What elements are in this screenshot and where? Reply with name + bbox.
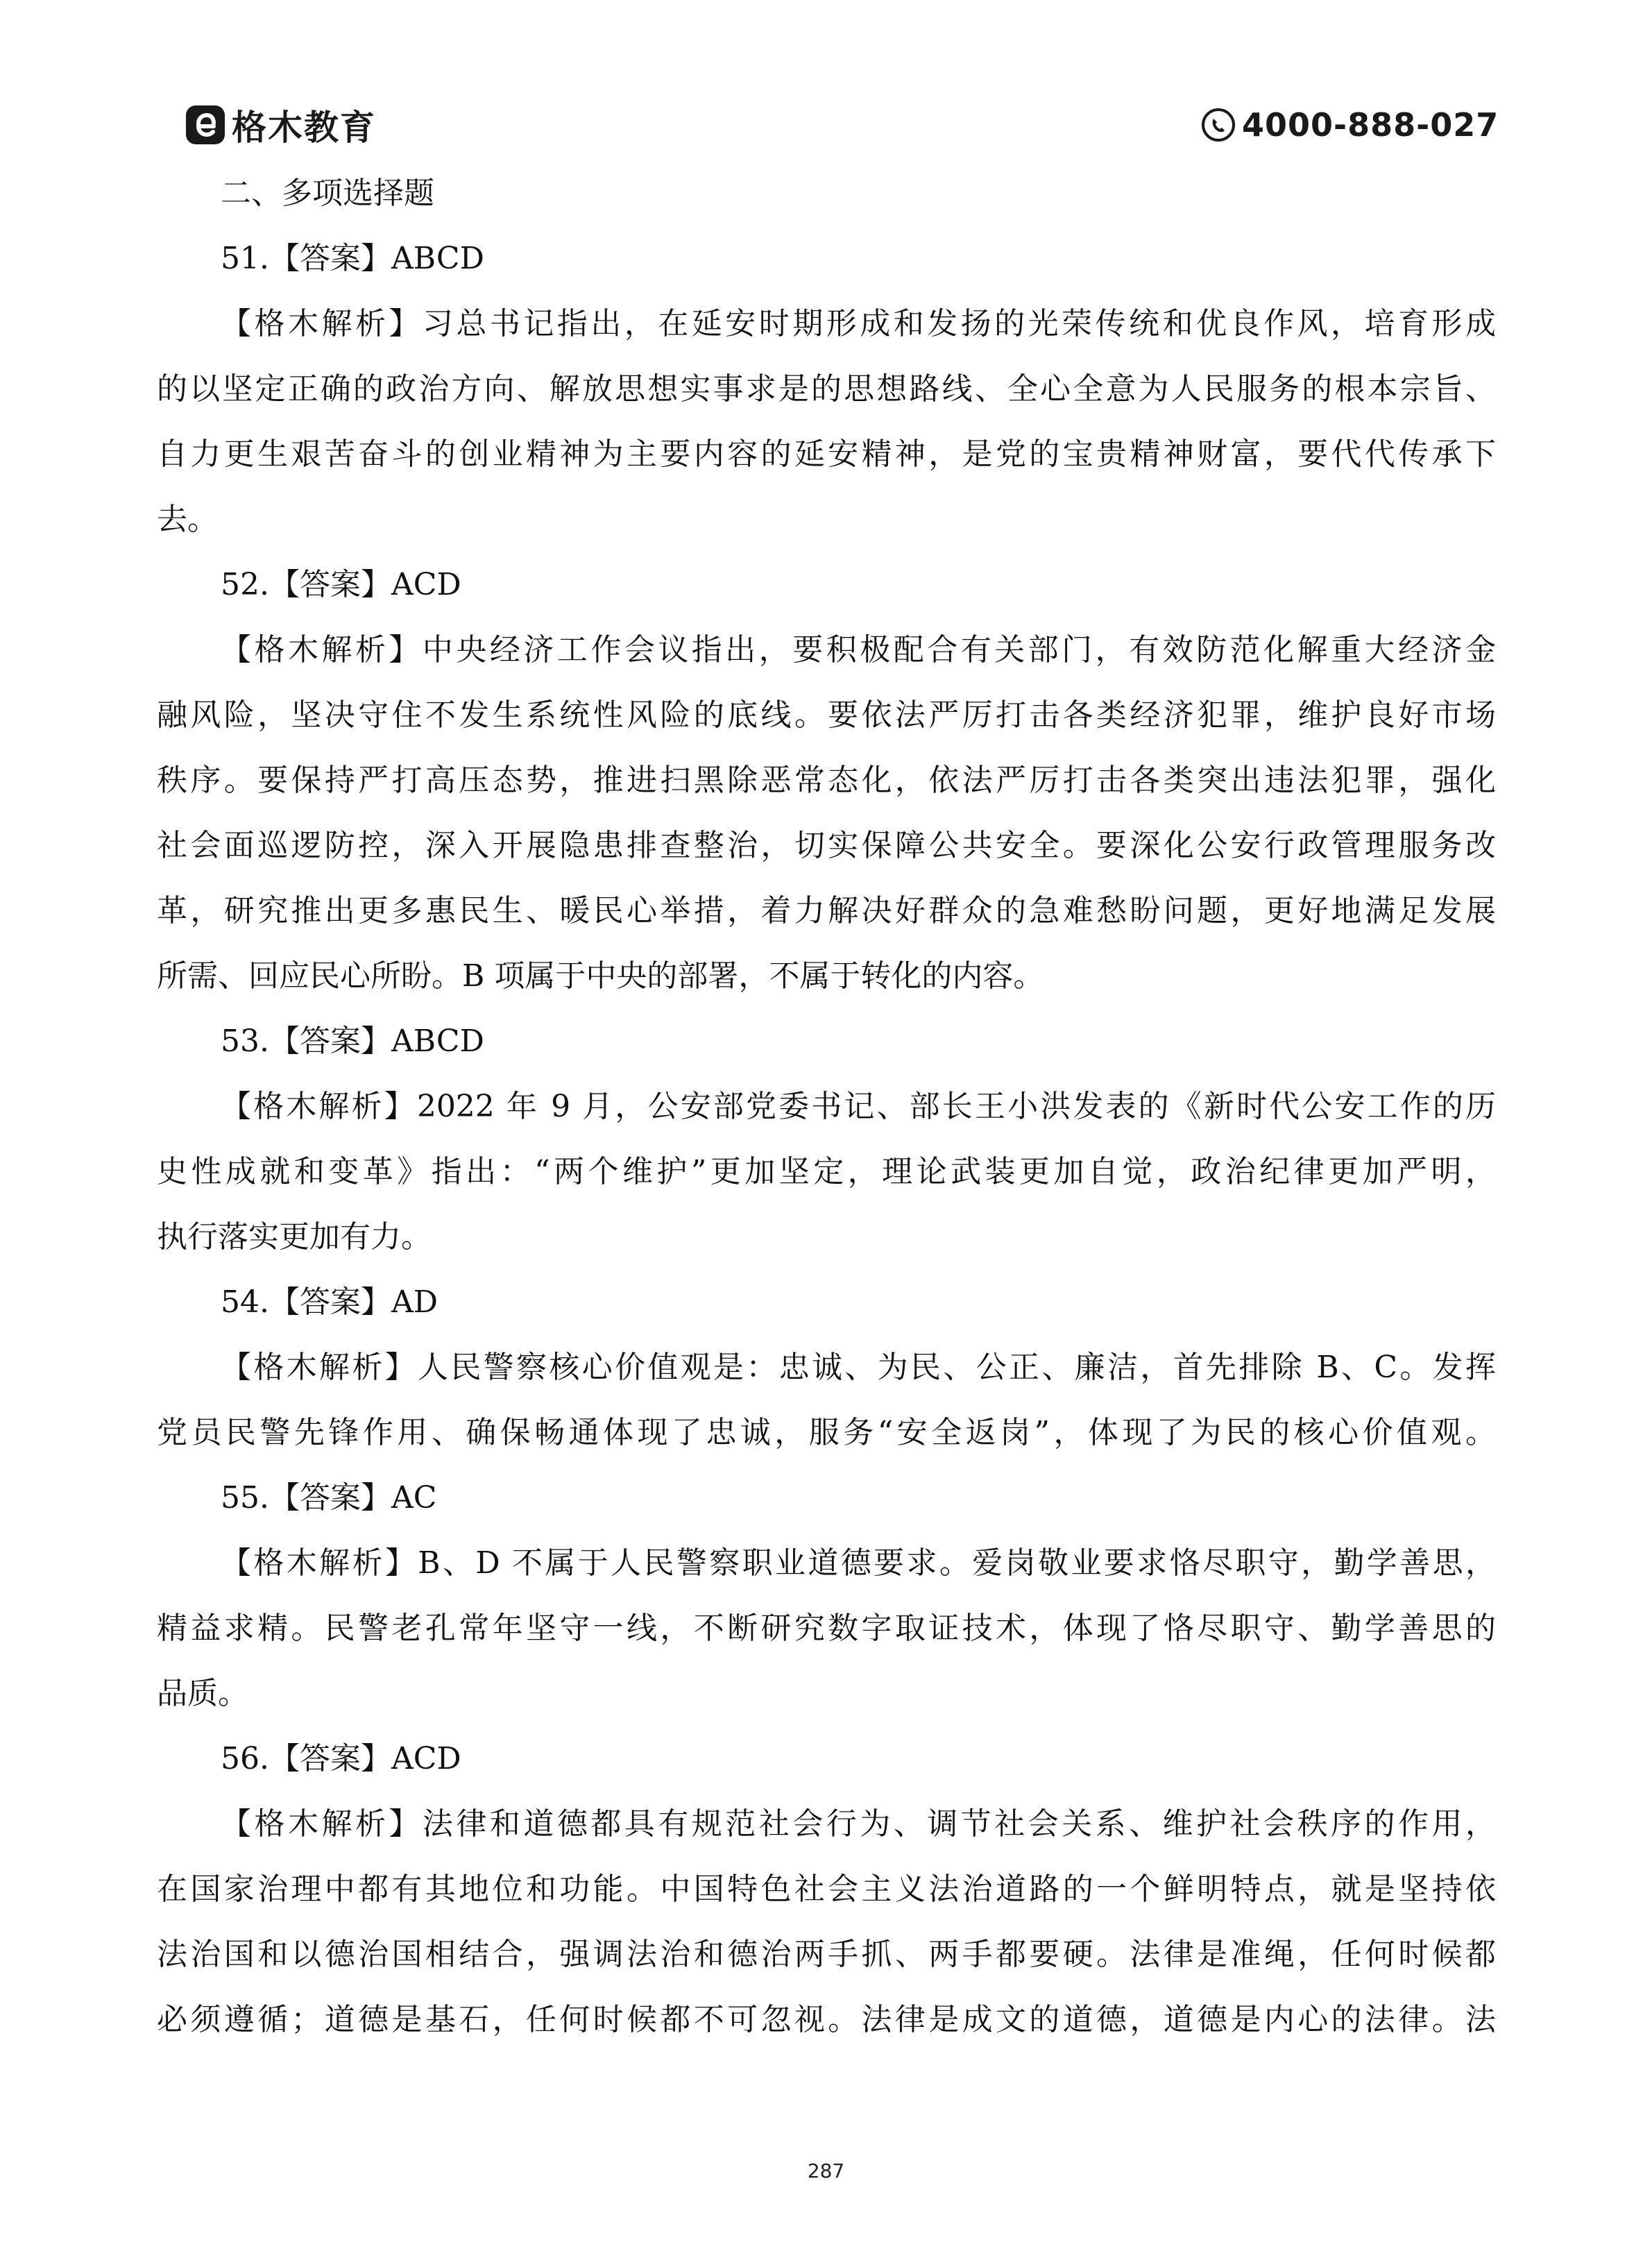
explanation-line: 去。 — [157, 502, 218, 537]
explanation-line: 【格木解析】习总书记指出，在延安时期形成和发扬的光荣传统和优良作风，培育形成 — [221, 306, 1496, 341]
explanation-line: 品质。 — [157, 1676, 248, 1711]
explanation-line: 【格木解析】法律和道德都具有规范社会行为、调节社会关系、维护社会秩序的作用， — [221, 1806, 1496, 1842]
explanation-line: 必须遵循；道德是基石，任何时候都不可忽视。法律是成文的道德，道德是内心的法律。法 — [157, 2002, 1496, 2037]
explanation-line: 秩序。要保持严打高压态势，推进扫黑除恶常态化，依法严厉打击各类突出违法犯罪，强化 — [157, 763, 1496, 798]
section-heading: 二、多项选择题 — [221, 176, 434, 211]
logo-icon — [186, 105, 225, 144]
phone-icon — [1200, 107, 1236, 143]
answer-line: 52.【答案】ACD — [221, 567, 461, 602]
explanation-line: 革，研究推出更多惠民生、暖民心举措，着力解决好群众的急难愁盼问题，更好地满足发展 — [157, 893, 1496, 928]
page-number: 287 — [807, 2159, 845, 2182]
explanation-line: 【格木解析】2022 年 9 月，公安部党委书记、部长王小洪发表的《新时代公安工作的历 — [221, 1089, 1496, 1124]
explanation-line: 【格木解析】中央经济工作会议指出，要积极配合有关部门，有效防范化解重大经济金 — [221, 632, 1496, 668]
answer-line: 53.【答案】ABCD — [221, 1024, 484, 1059]
explanation-line: 精益求精。民警老孔常年坚守一线，不断研究数字取证技术，体现了恪尽职守、勤学善思的 — [157, 1611, 1496, 1646]
logo-text: 格木教育 — [232, 108, 376, 148]
answer-line: 55.【答案】AC — [221, 1480, 437, 1515]
explanation-line: 融风险，坚决守住不发生系统性风险的底线。要依法严厉打击各类经济犯罪，维护良好市场 — [157, 697, 1496, 733]
answer-line: 54.【答案】AD — [221, 1284, 438, 1320]
answer-line: 51.【答案】ABCD — [221, 241, 484, 276]
explanation-line: 法治国和以德治国相结合，强调法治和德治两手抓、两手都要硬。法律是准绳，任何时候都 — [157, 1937, 1496, 1972]
explanation-line: 【格木解析】B、D 不属于人民警察职业道德要求。爱岗敬业要求恪尽职守，勤学善思， — [221, 1545, 1496, 1581]
explanation-line: 【格木解析】人民警察核心价值观是：忠诚、为民、公正、廉洁，首先排除 B、C。发挥 — [221, 1350, 1496, 1385]
document-body — [157, 161, 1496, 2053]
explanation-line: 的以坚定正确的政治方向、解放思想实事求是的思想路线、全心全意为人民服务的根本宗旨、 — [157, 371, 1496, 407]
answer-line: 56.【答案】ACD — [221, 1741, 461, 1776]
phone-contact — [1200, 104, 1499, 146]
phone-number: 4000-888-027 — [1242, 106, 1499, 144]
explanation-line: 在国家治理中都有其地位和功能。中国特色社会主义法治道路的一个鲜明特点，就是坚持依 — [157, 1871, 1496, 1907]
explanation-line: 执行落实更加有力。 — [157, 1219, 432, 1255]
logo — [186, 103, 376, 147]
explanation-line: 党员民警先锋作用、确保畅通体现了忠诚，服务“安全返岗”，体现了为民的核心价值观。 — [157, 1415, 1496, 1450]
page-header — [0, 97, 1652, 153]
explanation-line: 自力更生艰苦奋斗的创业精神为主要内容的延安精神，是党的宝贵精神财富，要代代传承下 — [157, 436, 1496, 472]
explanation-line: 社会面巡逻防控，深入开展隐患排查整治，切实保障公共安全。要深化公安行政管理服务改 — [157, 828, 1496, 863]
explanation-line: 史性成就和变革》指出：“两个维护”更加坚定，理论武装更加自觉，政治纪律更加严明， — [157, 1154, 1496, 1189]
explanation-line: 所需、回应民心所盼。B 项属于中央的部署，不属于转化的内容。 — [157, 958, 1044, 994]
